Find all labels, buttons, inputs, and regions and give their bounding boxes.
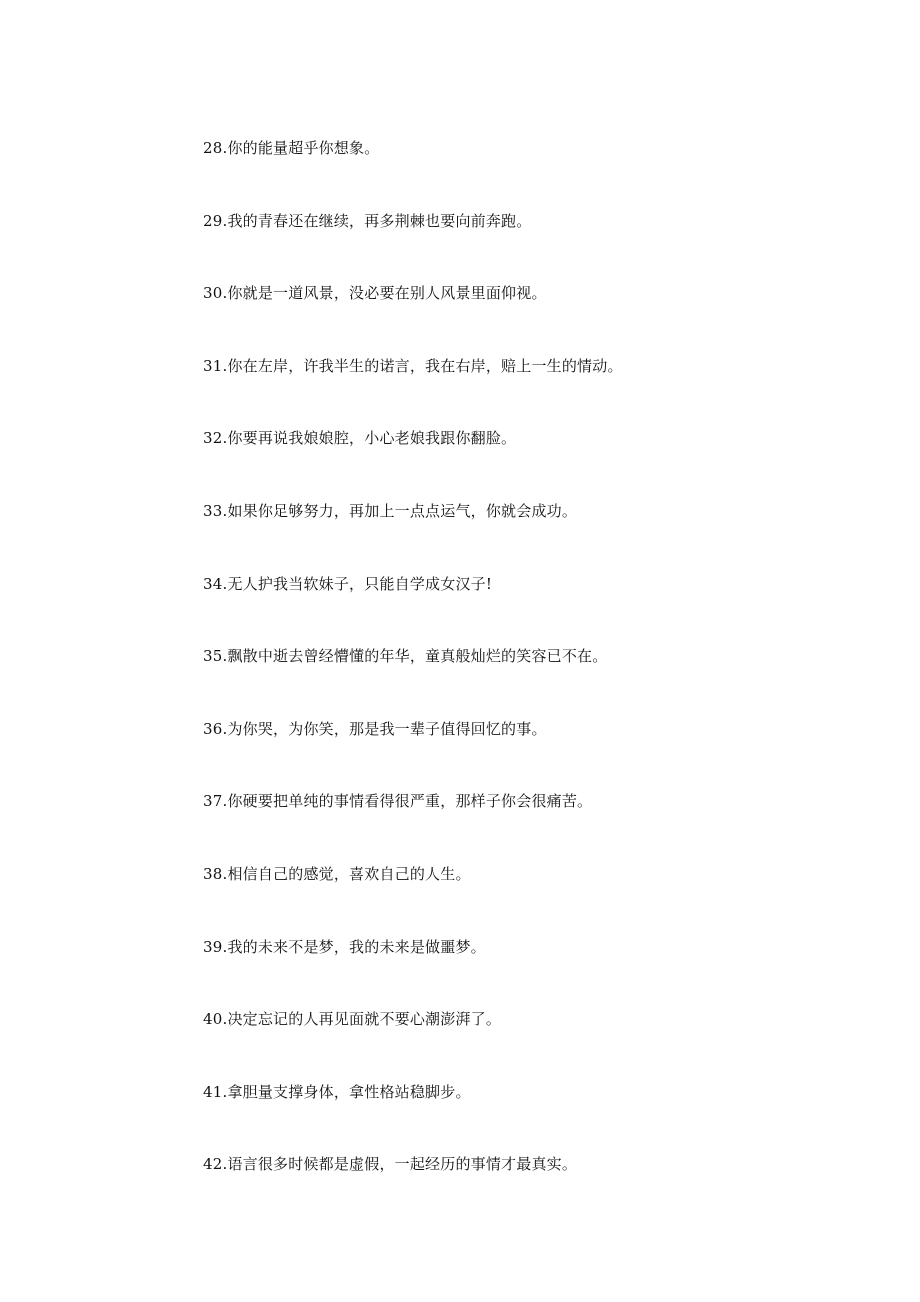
quote-list — [203, 137, 883, 1226]
quote-item: 37.你硬要把单纯的事情看得很严重，那样子你会很痛苦。 — [203, 792, 593, 811]
quote-item: 31.你在左岸，许我半生的诺言，我在右岸，赔上一生的情动。 — [203, 356, 623, 375]
quote-item: 34.无人护我当软妹子，只能自学成女汉子! — [203, 574, 493, 593]
quote-item: 36.为你哭，为你笑，那是我一辈子值得回忆的事。 — [203, 719, 547, 738]
quote-item: 28.你的能量超乎你想象。 — [203, 139, 380, 157]
quote-item: 30.你就是一道风景，没必要在别人风景里面仰视。 — [203, 284, 547, 303]
quote-item: 32.你要再说我娘娘腔，小心老娘我跟你翻脸。 — [203, 429, 517, 448]
quote-item: 42.语言很多时候都是虚假，一起经历的事情才最真实。 — [203, 1155, 578, 1174]
quote-item: 39.我的未来不是梦，我的未来是做噩梦。 — [203, 937, 486, 956]
quote-item: 40.决定忘记的人再见面就不要心潮澎湃了。 — [203, 1010, 502, 1029]
quote-item: 38.相信自己的感觉，喜欢自己的人生。 — [203, 864, 471, 883]
quote-item: 35.飘散中逝去曾经懵懂的年华，童真般灿烂的笑容已不在。 — [203, 647, 608, 666]
quote-item: 33.如果你足够努力，再加上一点点运气，你就会成功。 — [203, 501, 578, 520]
quote-item: 29.我的青春还在继续，再多荆棘也要向前奔跑。 — [203, 211, 532, 230]
quote-item: 41.拿胆量支撑身体，拿性格站稳脚步。 — [203, 1082, 471, 1101]
